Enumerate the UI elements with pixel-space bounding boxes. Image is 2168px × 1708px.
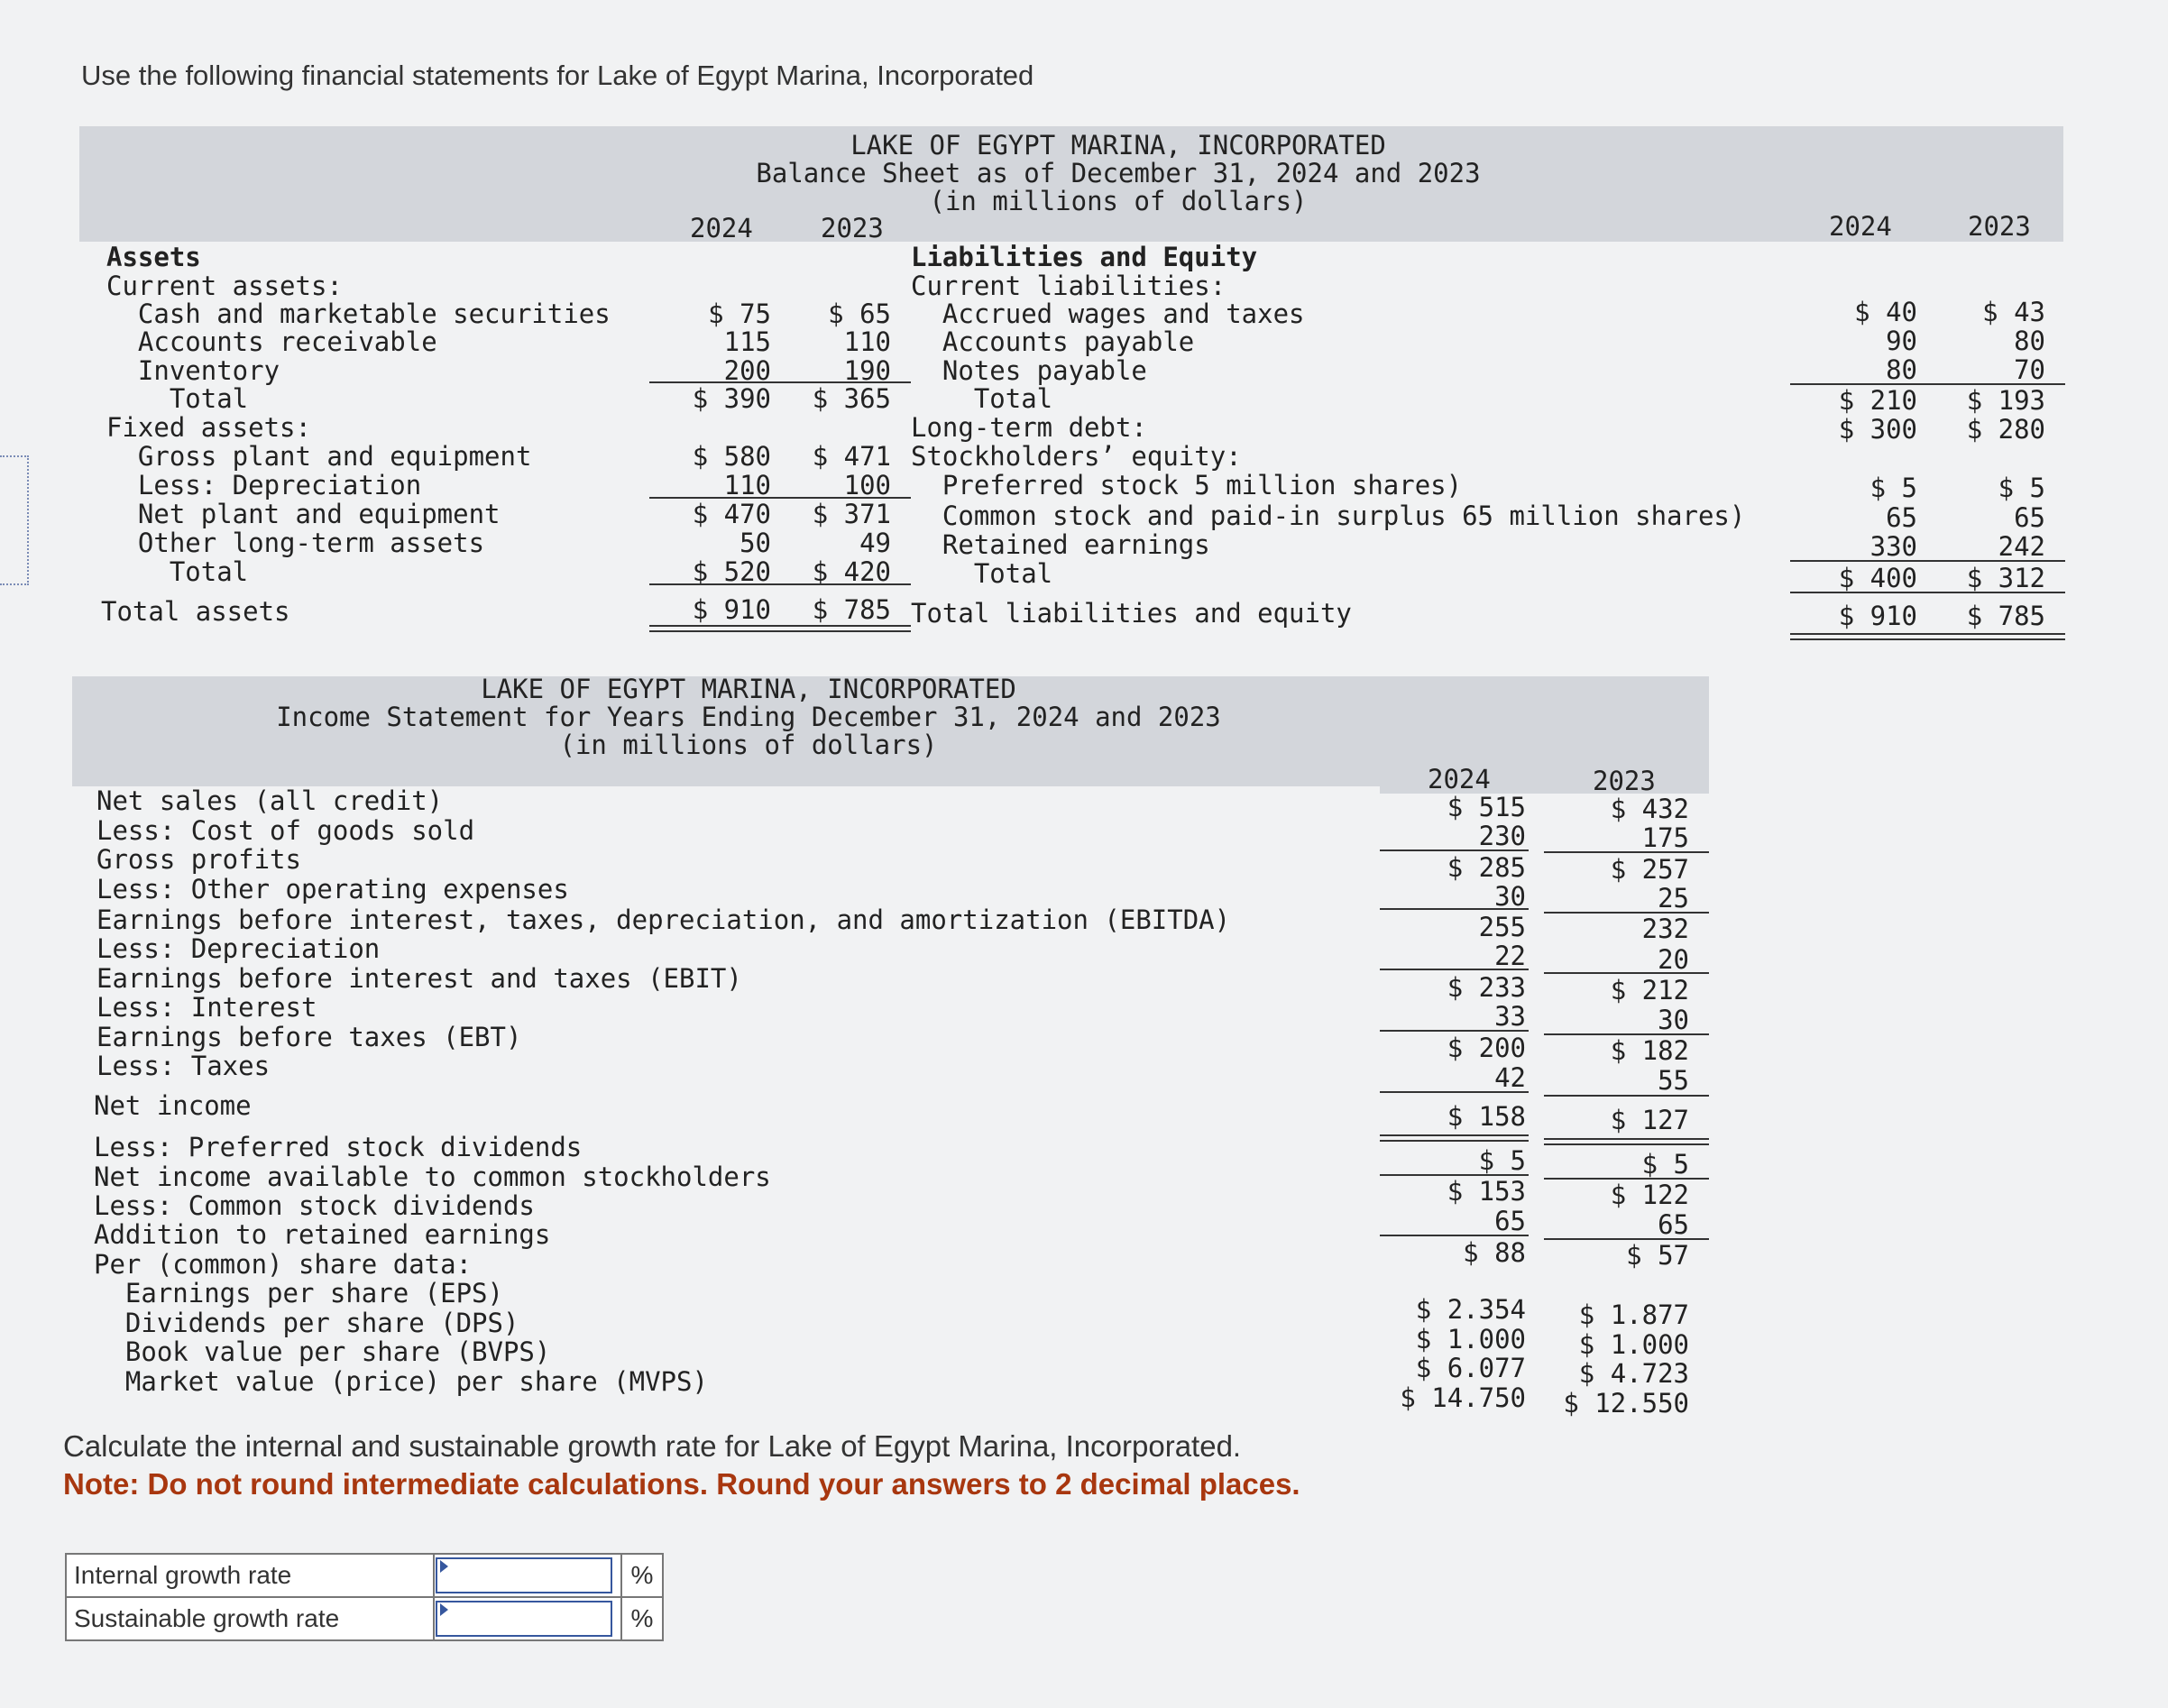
bs-left-value-2023: 100 — [843, 470, 891, 500]
bs-right-value-2023: 80 — [2014, 326, 2045, 356]
is-label: Less: Other operating expenses — [96, 874, 569, 905]
rounding-note: Note: Do not round intermediate calculations. Round your answers to 2 decimal places. — [63, 1467, 1300, 1501]
bs-right-label: Current liabilities: — [911, 271, 1226, 301]
is-value-2023: $ 4.723 — [1578, 1358, 1689, 1389]
is-label: Less: Interest — [96, 992, 317, 1023]
is-value-2023: $ 1.000 — [1578, 1329, 1689, 1360]
is-label: Addition to retained earnings — [94, 1219, 551, 1250]
is-value-2023: $ 257 — [1610, 854, 1689, 885]
rule — [1380, 908, 1529, 910]
bs-left-value-2024: $ 520 — [692, 556, 771, 587]
rule — [1544, 1178, 1709, 1180]
is-value-2024: $ 285 — [1447, 852, 1526, 883]
is-value-2024: 65 — [1494, 1206, 1526, 1236]
bs-right-value-2024: $ 910 — [1838, 601, 1917, 631]
bs-right-label: Retained earnings — [911, 529, 1210, 560]
is-label: Per (common) share data: — [94, 1249, 473, 1280]
double-rule — [1544, 1138, 1709, 1145]
bs-left-year-2023: 2023 — [821, 213, 884, 243]
is-label: Book value per share (BVPS) — [94, 1336, 551, 1367]
bs-left-value-2023: $ 365 — [812, 383, 891, 414]
bs-left-value-2023: 190 — [843, 355, 891, 386]
is-value-2024: $ 200 — [1447, 1033, 1526, 1063]
is-label: Earnings before interest and taxes (EBIT) — [96, 963, 742, 994]
is-value-2024: 22 — [1494, 941, 1526, 971]
bs-right-label: Long-term debt: — [911, 412, 1147, 443]
rule — [1544, 1238, 1709, 1240]
is-value-2024: $ 1.000 — [1415, 1324, 1526, 1354]
bs-left-label: Less: Depreciation — [106, 470, 422, 500]
balance-sheet-subtitle: Balance Sheet as of December 31, 2024 and 2023 — [756, 158, 1481, 188]
answer-row-internal-growth — [66, 1554, 663, 1597]
is-value-2024: 30 — [1494, 881, 1526, 912]
bs-right-value-2023: 70 — [2014, 354, 2045, 385]
double-rule — [649, 625, 911, 632]
double-rule — [1790, 633, 2065, 640]
bs-left-label: Total — [106, 383, 249, 414]
bs-right-value-2023: $ 785 — [1966, 601, 2045, 631]
bs-right-year-2024: 2024 — [1829, 211, 1892, 242]
bs-right-value-2024: $ 5 — [1869, 473, 1917, 503]
income-statement-units: (in millions of dollars) — [559, 730, 938, 760]
percent-sign: % — [621, 1597, 663, 1640]
bs-right-value-2024: 80 — [1886, 354, 1917, 385]
bs-left-value-2024: $ 75 — [708, 298, 771, 329]
bs-left-label: Net plant and equipment — [106, 499, 501, 529]
rule — [1790, 592, 2065, 593]
is-value-2023: 20 — [1658, 944, 1689, 975]
is-label: Net sales (all credit) — [96, 785, 444, 816]
is-value-2024: $ 5 — [1478, 1145, 1526, 1176]
is-value-2023: $ 5 — [1641, 1149, 1689, 1180]
rule — [1790, 560, 2065, 562]
assets-header: Assets — [106, 242, 201, 272]
rule — [1380, 1030, 1529, 1032]
is-value-2023: 65 — [1658, 1209, 1689, 1240]
is-value-2023: 30 — [1658, 1005, 1689, 1035]
is-label: Earnings per share (EPS) — [94, 1278, 503, 1309]
is-value-2024: $ 88 — [1463, 1237, 1526, 1268]
is-label: Less: Common stock dividends — [94, 1190, 535, 1221]
bs-left-value-2023: $ 785 — [812, 594, 891, 625]
rule — [1544, 972, 1709, 974]
is-value-2024: 42 — [1494, 1062, 1526, 1093]
is-value-2024: $ 515 — [1447, 792, 1526, 822]
bs-left-value-2023: $ 471 — [812, 441, 891, 472]
income-statement-title: LAKE OF EGYPT MARINA, INCORPORATED — [481, 674, 1016, 704]
is-label: Earnings before interest, taxes, depreciation, and amortization (EBITDA) — [96, 905, 1231, 935]
is-label: Less: Cost of goods sold — [96, 815, 475, 846]
answer-row-sustainable-growth — [66, 1597, 663, 1640]
rule — [1544, 1033, 1709, 1035]
bs-right-value-2024: $ 400 — [1838, 563, 1917, 593]
is-value-2023: $ 12.550 — [1563, 1388, 1689, 1419]
sustainable-growth-rate-label: Sustainable growth rate — [66, 1597, 434, 1640]
bs-right-label: Total — [911, 383, 1053, 414]
rule — [649, 381, 911, 383]
bs-right-value-2024: $ 300 — [1838, 414, 1917, 445]
bs-left-value-2024: 115 — [723, 326, 771, 357]
is-label: Net income available to common stockholders — [94, 1162, 771, 1192]
intro-text: Use the following financial statements for Lake of Egypt Marina, Incorporated — [81, 60, 1034, 91]
is-value-2023: $ 122 — [1610, 1180, 1689, 1210]
is-value-2024: $ 158 — [1447, 1101, 1526, 1132]
rule — [1544, 1095, 1709, 1097]
bs-right-label: Total — [911, 558, 1053, 589]
is-label: Earnings before taxes (EBT) — [96, 1022, 522, 1052]
bs-left-label: Inventory — [106, 355, 280, 386]
bs-left-value-2024: $ 390 — [692, 383, 771, 414]
is-value-2023: 232 — [1641, 914, 1689, 944]
bs-left-label: Other long-term assets — [106, 528, 485, 558]
bs-left-label: Cash and marketable securities — [106, 298, 611, 329]
is-value-2023: $ 127 — [1610, 1105, 1689, 1135]
rule — [1380, 969, 1529, 970]
bs-right-year-2023: 2023 — [1968, 211, 2031, 242]
bs-left-value-2023: $ 371 — [812, 499, 891, 529]
bs-left-year-2024: 2024 — [690, 213, 753, 243]
bs-left-value-2023: $ 65 — [828, 298, 891, 329]
rule — [1380, 1091, 1529, 1093]
is-year-2024: 2024 — [1428, 764, 1491, 794]
bs-right-label: Accounts payable — [911, 326, 1195, 357]
rule — [1380, 849, 1529, 851]
is-label: Gross profits — [96, 844, 301, 875]
bs-right-label: Stockholders’ equity: — [911, 441, 1242, 472]
bs-right-label: Total liabilities and equity — [911, 598, 1352, 629]
answer-table — [65, 1553, 664, 1641]
balance-sheet-units: (in millions of dollars) — [929, 186, 1308, 216]
is-value-2024: $ 14.750 — [1400, 1382, 1526, 1413]
rule — [1544, 851, 1709, 853]
is-value-2024: 230 — [1478, 821, 1526, 851]
input-marker-icon — [440, 1560, 448, 1573]
bs-right-value-2023: 242 — [1998, 531, 2045, 562]
is-value-2024: 255 — [1478, 912, 1526, 942]
is-value-2024: $ 6.077 — [1415, 1353, 1526, 1383]
is-value-2023: 55 — [1658, 1065, 1689, 1096]
bs-left-label: Total assets — [101, 596, 290, 627]
percent-sign: % — [621, 1554, 663, 1597]
internal-growth-rate-label: Internal growth rate — [66, 1554, 434, 1597]
is-value-2023: $ 212 — [1610, 975, 1689, 1006]
is-value-2023: $ 57 — [1626, 1240, 1689, 1271]
is-value-2024: $ 233 — [1447, 972, 1526, 1003]
is-value-2023: $ 432 — [1610, 794, 1689, 824]
rule — [649, 497, 911, 499]
is-label: Less: Depreciation — [96, 933, 381, 964]
bs-left-label: Total — [106, 556, 249, 587]
bs-left-value-2023: $ 420 — [812, 556, 891, 587]
balance-sheet-title: LAKE OF EGYPT MARINA, INCORPORATED — [850, 130, 1386, 161]
double-rule — [1380, 1134, 1529, 1142]
bs-right-value-2023: $ 280 — [1966, 414, 2045, 445]
bs-right-value-2023: $ 312 — [1966, 563, 2045, 593]
bs-right-value-2023: $ 5 — [1998, 473, 2045, 503]
rule — [1790, 383, 2065, 385]
bs-right-label: Accrued wages and taxes — [911, 298, 1305, 329]
internal-growth-rate-cell — [434, 1554, 621, 1597]
bs-left-label: Gross plant and equipment — [106, 441, 532, 472]
is-year-2023: 2023 — [1593, 766, 1656, 796]
is-label: Less: Taxes — [96, 1051, 271, 1081]
sustainable-growth-rate-cell — [434, 1597, 621, 1640]
rule — [1380, 1235, 1529, 1236]
is-value-2023: 25 — [1658, 883, 1689, 914]
liabilities-equity-header: Liabilities and Equity — [911, 242, 1258, 272]
is-value-2024: $ 2.354 — [1415, 1294, 1526, 1325]
is-value-2024: 33 — [1494, 1001, 1526, 1032]
is-label: Market value (price) per share (MVPS) — [94, 1366, 708, 1397]
income-statement-subtitle: Income Statement for Years Ending December 31, 2024 and 2023 — [276, 702, 1221, 732]
bs-left-label: Fixed assets: — [106, 412, 311, 443]
bs-right-label: Common stock and paid-in surplus 65 million shares) — [911, 500, 1746, 531]
bs-right-value-2024: 330 — [1869, 531, 1917, 562]
is-value-2023: $ 182 — [1610, 1035, 1689, 1066]
bs-left-value-2023: 49 — [859, 528, 891, 558]
is-value-2024: $ 153 — [1447, 1176, 1526, 1207]
bs-left-value-2024: 200 — [723, 355, 771, 386]
rule — [1544, 912, 1709, 914]
bs-right-value-2024: $ 40 — [1854, 297, 1917, 327]
bs-right-label: Notes payable — [911, 355, 1147, 386]
is-value-2023: 175 — [1641, 822, 1689, 853]
bs-right-value-2023: 65 — [2014, 502, 2045, 533]
is-label: Dividends per share (DPS) — [94, 1308, 519, 1338]
internal-growth-rate-input[interactable] — [436, 1557, 612, 1593]
bs-right-value-2024: 65 — [1886, 502, 1917, 533]
bs-right-value-2023: $ 193 — [1966, 385, 2045, 416]
input-marker-icon — [440, 1603, 448, 1616]
bs-left-value-2024: $ 580 — [692, 441, 771, 472]
bs-left-value-2024: 110 — [723, 470, 771, 500]
bs-right-value-2023: $ 43 — [1982, 297, 2045, 327]
is-label: Net income — [94, 1090, 252, 1121]
rule — [649, 583, 911, 585]
bs-left-value-2024: $ 910 — [692, 594, 771, 625]
bs-left-value-2024: 50 — [740, 528, 771, 558]
bs-right-value-2024: 90 — [1886, 326, 1917, 356]
rule — [1380, 1174, 1529, 1176]
bs-left-label: Accounts receivable — [106, 326, 437, 357]
sustainable-growth-rate-input[interactable] — [436, 1601, 612, 1637]
bs-right-label: Preferred stock 5 million shares) — [911, 470, 1463, 500]
bs-left-value-2023: 110 — [843, 326, 891, 357]
question-text: Calculate the internal and sustainable growth rate for Lake of Egypt Marina, Incorporated. — [63, 1429, 1242, 1463]
bs-left-label: Current assets: — [106, 271, 343, 301]
left-edge-marker — [0, 455, 29, 585]
is-label: Less: Preferred stock dividends — [94, 1132, 583, 1162]
bs-left-value-2024: $ 470 — [692, 499, 771, 529]
bs-right-value-2024: $ 210 — [1838, 385, 1917, 416]
is-value-2023: $ 1.877 — [1578, 1299, 1689, 1330]
